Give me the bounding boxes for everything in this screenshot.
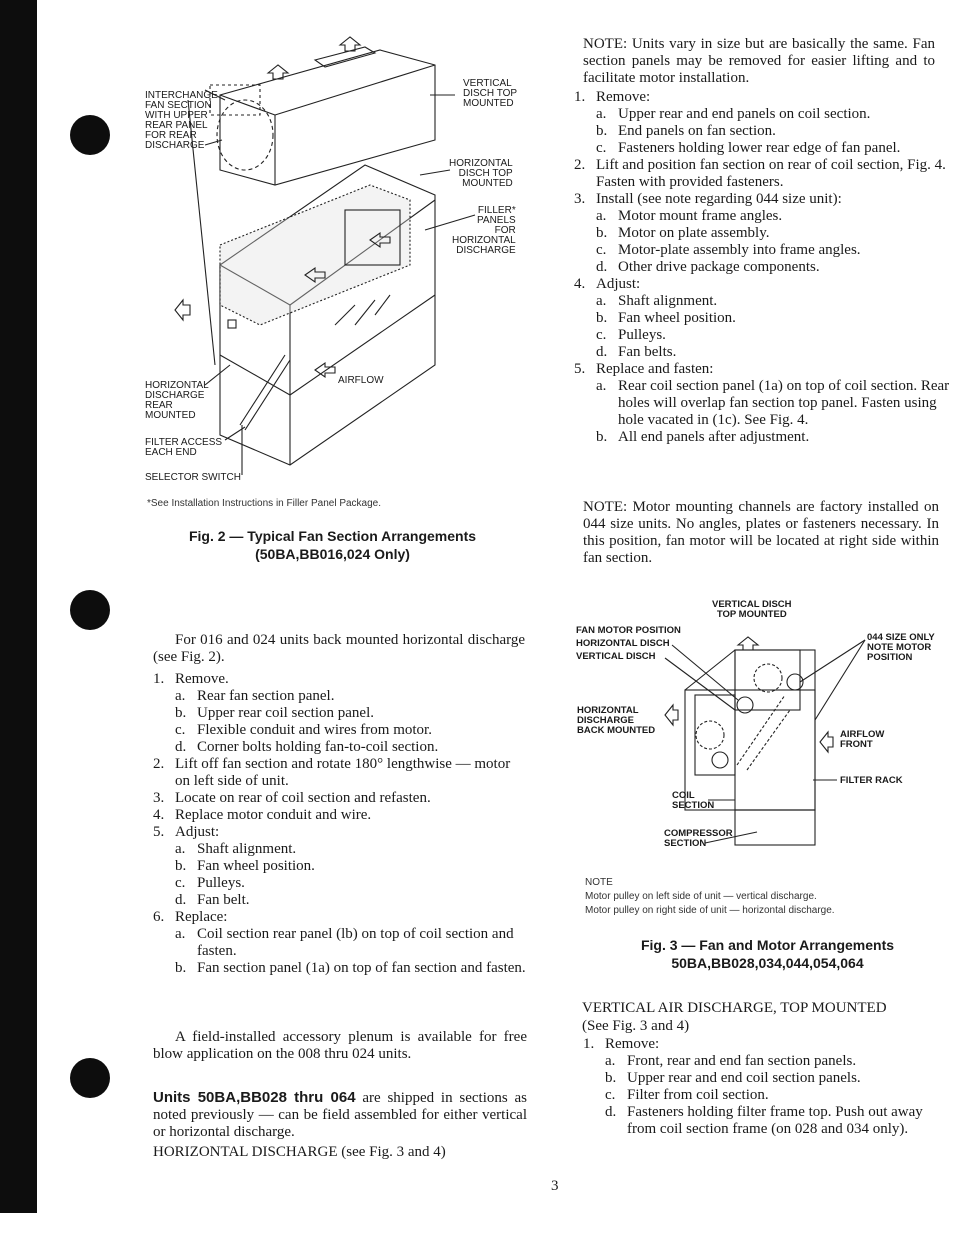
step-number: 2. [574, 157, 586, 173]
substep-letter: d. [175, 739, 187, 755]
fig2-caption-line1: Fig. 2 — Typical Fan Section Arrangements [188, 528, 477, 544]
substep-text: Rear fan section panel. [197, 688, 335, 704]
fig2-label-airflow: AIRFLOW [338, 375, 384, 386]
substep-letter: b. [175, 858, 187, 874]
substep-text: Fan belt. [197, 892, 250, 908]
step-text: Adjust: [596, 276, 641, 292]
vertical-substep [583, 1104, 953, 1138]
step-number: 4. [574, 276, 586, 292]
left-horizontal-heading: HORIZONTAL DISCHARGE (see Fig. 3 and 4) [153, 1144, 446, 1160]
substep-text: Flexible conduit and wires from motor. [197, 722, 432, 738]
fig3-label-vertical-disch: VERTICAL DISCH TOP MOUNTED [712, 599, 792, 620]
right-substep [574, 242, 950, 259]
fig3-note-title: NOTE [585, 877, 613, 888]
right-note: NOTE: Units vary in size but are basically the same. Fan section panels may be removed for easier lifting and to facilitate motor installation. [583, 36, 935, 86]
left-substep [153, 960, 527, 977]
step-number: 5. [574, 361, 586, 377]
fig2-label-vertical: VERTICAL DISCH TOP MOUNTED [463, 78, 518, 109]
step-text: Adjust: [175, 824, 220, 840]
fig3-label-coil: COIL SECTION [672, 790, 715, 811]
vertical-see: (See Fig. 3 and 4) [582, 1018, 690, 1034]
right-substep [574, 344, 950, 361]
right-substep [574, 429, 950, 446]
step-number: 3. [574, 191, 586, 207]
substep-text: End panels on fan section. [618, 123, 776, 139]
fig3-caption-line2: 50BA,BB028,034,044,054,064 [671, 955, 864, 971]
right-substep [574, 123, 950, 140]
vertical-heading: VERTICAL AIR DISCHARGE, TOP MOUNTED [582, 1000, 887, 1016]
fig2-label-horizontal-rear: HORIZONTAL DISCHARGE REAR MOUNTED [145, 380, 209, 421]
substep-letter: a. [175, 688, 186, 704]
fig3-caption [595, 936, 940, 972]
fig2-label-interchange: INTERCHANGE FAN SECTION WITH UPPER REAR PANEL FOR REAR DISCHARGE [145, 90, 218, 151]
substep-text: Motor on plate assembly. [618, 225, 770, 241]
step-number: 2. [153, 756, 165, 772]
left-plenum: A field-installed accessory plenum is available for free blow application on the 008 thru 024 units. [153, 1029, 527, 1062]
substep-letter: c. [605, 1087, 616, 1103]
substep-letter: c. [596, 242, 607, 258]
substep-text: Motor-plate assembly into frame angles. [618, 242, 861, 258]
step-number: 1. [574, 89, 586, 105]
left-step [153, 756, 527, 790]
units-rest: are shipped in sections as noted previously — can be field assembled for either vertical or horizontal discharge. [153, 1090, 527, 1140]
left-step [153, 824, 527, 841]
substep-letter: b. [596, 310, 608, 326]
units-bold: Units 50BA,BB028 thru 064 [153, 1089, 356, 1106]
substep-letter: a. [596, 293, 607, 309]
punch-hole-top [70, 115, 110, 155]
right-substep [574, 310, 950, 327]
right-substep [574, 327, 950, 344]
step-text: Locate on rear of coil section and refasten. [175, 790, 431, 806]
substep-text: Upper rear and end panels on coil section. [618, 106, 871, 122]
step-text: Replace: [175, 909, 228, 925]
substep-text: Motor mount frame angles. [618, 208, 783, 224]
substep-letter: d. [596, 259, 608, 275]
step-number: 4. [153, 807, 165, 823]
step-text: Remove: [596, 89, 651, 105]
substep-text: Pulleys. [618, 327, 666, 343]
fig2-caption [155, 527, 510, 563]
substep-text: Fan wheel position. [197, 858, 315, 874]
step-text: Lift and position fan section on rear of coil section, Fig. 4. Fasten with provided fasteners. [596, 157, 946, 190]
vertical-substep [583, 1087, 953, 1104]
right-substep [574, 225, 950, 242]
substep-letter: a. [596, 208, 607, 224]
substep-text: Other drive package components. [618, 259, 820, 275]
punch-hole-middle [70, 590, 110, 630]
fig3-note-line2: Motor pulley on right side of unit — horizontal discharge. [585, 905, 835, 916]
vertical-step [583, 1036, 953, 1053]
right-substep [574, 106, 950, 123]
fig3-caption-line1: Fig. 3 — Fan and Motor Arrangements [640, 937, 895, 953]
left-substep [153, 841, 527, 858]
substep-text: Fasteners holding filter frame top. Push out away from coil section frame (on 028 and 034 only). [627, 1104, 923, 1137]
substep-text: Pulleys. [197, 875, 245, 891]
substep-text: Shaft alignment. [197, 841, 297, 857]
right-substep [574, 208, 950, 225]
fig3-label-horizontal-back: HORIZONTAL DISCHARGE BACK MOUNTED [577, 705, 656, 736]
left-substep [153, 688, 527, 705]
substep-letter: b. [605, 1070, 617, 1086]
left-steps-list [153, 671, 527, 977]
step-number: 1. [153, 671, 165, 687]
step-number: 3. [153, 790, 165, 806]
step-number: 5. [153, 824, 165, 840]
substep-text: Upper rear and end coil section panels. [627, 1070, 861, 1086]
fig3-label-044: 044 SIZE ONLY NOTE MOTOR POSITION [867, 632, 935, 663]
step-number: 6. [153, 909, 165, 925]
substep-letter: a. [175, 841, 186, 857]
substep-letter: d. [605, 1104, 617, 1120]
fig3-label-airflow: AIRFLOW FRONT [840, 729, 885, 750]
binding-strip [0, 0, 37, 1213]
substep-letter: b. [596, 123, 608, 139]
substep-text: Coil section rear panel (lb) on top of coil section and fasten. [197, 926, 514, 959]
vertical-steps-list [583, 1036, 953, 1138]
substep-text: Rear coil section panel (1a) on top of coil section. Rear holes will overlap fan section top panel. Fasten using hole vacated in (1c). See Fig. 4. [618, 378, 950, 428]
right-steps-list [574, 89, 950, 446]
step-text: Replace motor conduit and wire. [175, 807, 372, 823]
substep-letter: c. [175, 722, 186, 738]
left-step [153, 807, 527, 824]
fig2-label-horizontal-top: HORIZONTAL DISCH TOP MOUNTED [449, 158, 513, 189]
left-units-para [153, 1089, 527, 1141]
fig2-caption-line2: (50BA,BB016,024 Only) [255, 546, 410, 562]
fig3-note-line1: Motor pulley on left side of unit — vertical discharge. [585, 891, 817, 902]
substep-text: Fan wheel position. [618, 310, 736, 326]
right-step [574, 361, 950, 378]
substep-text: Fasteners holding lower rear edge of fan panel. [618, 140, 901, 156]
substep-letter: b. [596, 225, 608, 241]
left-step [153, 909, 527, 926]
left-intro: For 016 and 024 units back mounted horizontal discharge (see Fig. 2). [153, 632, 525, 665]
substep-text: Front, rear and end fan section panels. [627, 1053, 857, 1069]
fig2-label-filler: FILLER* PANELS FOR HORIZONTAL DISCHARGE [452, 205, 516, 256]
substep-letter: a. [605, 1053, 616, 1069]
right-note2: NOTE: Motor mounting channels are factory installed on 044 size units. No angles, plates or fasteners necessary. In this position, fan motor will be located at right side within fan section. [583, 499, 939, 566]
vertical-substep [583, 1053, 953, 1070]
right-substep [574, 293, 950, 310]
substep-letter: c. [596, 327, 607, 343]
substep-text: Fan section panel (1a) on top of fan section and fasten. [197, 960, 526, 976]
step-text: Remove. [175, 671, 229, 687]
left-substep [153, 858, 527, 875]
substep-letter: b. [175, 960, 187, 976]
step-text: Remove: [605, 1036, 660, 1052]
substep-letter: d. [596, 344, 608, 360]
left-step [153, 671, 527, 688]
right-substep [574, 378, 950, 429]
left-substep [153, 722, 527, 739]
right-substep [574, 140, 950, 157]
substep-text: Shaft alignment. [618, 293, 718, 309]
substep-text: Fan belts. [618, 344, 677, 360]
right-step [574, 89, 950, 106]
substep-letter: d. [175, 892, 187, 908]
right-step [574, 276, 950, 293]
vertical-substep [583, 1070, 953, 1087]
left-step [153, 790, 527, 807]
left-substep [153, 875, 527, 892]
left-substep [153, 739, 527, 756]
right-substep [574, 259, 950, 276]
substep-letter: a. [175, 926, 186, 942]
fig2-label-selector: SELECTOR SWITCH [145, 472, 241, 483]
step-text: Install (see note regarding 044 size unit): [596, 191, 842, 207]
left-substep [153, 892, 527, 909]
right-step [574, 191, 950, 208]
fig2-label-filter-access: FILTER ACCESS EACH END [145, 437, 223, 458]
fig3-label-filter-rack: FILTER RACK [840, 775, 903, 786]
page-number: 3 [551, 1178, 559, 1194]
substep-text: All end panels after adjustment. [618, 429, 810, 445]
step-text: Lift off fan section and rotate 180° lengthwise — motor on left side of unit. [175, 756, 511, 789]
left-substep [153, 705, 527, 722]
step-text: Replace and fasten: [596, 361, 714, 377]
fig2-footnote: *See Installation Instructions in Filler Panel Package. [147, 498, 382, 509]
punch-hole-bottom [70, 1058, 110, 1098]
substep-text: Corner bolts holding fan-to-coil section. [197, 739, 439, 755]
left-substep [153, 926, 527, 960]
substep-letter: b. [596, 429, 608, 445]
substep-letter: c. [175, 875, 186, 891]
substep-letter: c. [596, 140, 607, 156]
substep-letter: a. [596, 106, 607, 122]
substep-text: Upper rear coil section panel. [197, 705, 375, 721]
fig3-label-fan-motor: FAN MOTOR POSITION HORIZONTAL DISCH VERTICAL DISCH [576, 625, 681, 662]
substep-text: Filter from coil section. [627, 1087, 769, 1103]
right-step [574, 157, 950, 191]
substep-letter: a. [596, 378, 607, 394]
substep-letter: b. [175, 705, 187, 721]
step-number: 1. [583, 1036, 595, 1052]
fig3-label-compressor: COMPRESSOR SECTION [664, 828, 733, 849]
fig3-note [585, 876, 835, 918]
